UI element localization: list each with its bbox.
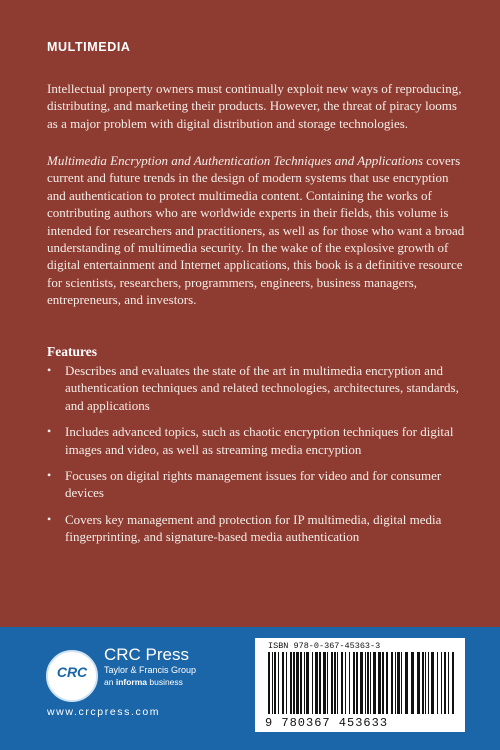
bullet-icon: • <box>47 424 52 439</box>
barcode-number: 9 780367 453633 <box>265 716 389 730</box>
description-body: covers current and future trends in the design of modern systems that use encryption and authentication to protect multimedia content. Containing the works of contributing authors who are worldwide experts in their fields, this volume is intended for researchers and practitioners, as well as for those who want a broad understanding of multimedia security. In the wake of the explosive growth of digital entertainment and Internet applications, this book is a definitive resource for scientists, researchers, programmers, engineers, business managers, entrepreneurs, and investors. <box>47 153 465 308</box>
features-heading: Features <box>47 344 97 359</box>
feature-item: • Focuses on digital rights management issues for video and for consumer devices <box>47 468 442 501</box>
barcode-icon <box>268 652 458 714</box>
publisher-business: an informa business <box>104 677 183 687</box>
publisher-name: CRC Press <box>104 645 190 664</box>
feature-item: • Covers key management and protection for IP multimedia, digital media fingerprinting, and signature-based media authentication <box>47 511 442 545</box>
crc-logo-text: CRC <box>56 664 88 680</box>
bullet-icon: • <box>47 511 52 526</box>
intro-paragraph: Intellectual property owners must continually exploit new ways of reproducing, distributing, and marketing their products. However, the threat of piracy looms as a major problem with digital distribution and storage technologies. <box>47 81 462 131</box>
features-list <box>47 362 467 555</box>
description-paragraph <box>47 152 467 309</box>
category-label: MULTIMEDIA <box>47 40 131 54</box>
book-title: Multimedia Encryption and Authentication Techniques and Applications <box>47 153 424 168</box>
publisher-group: Taylor & Francis Group <box>104 665 197 675</box>
bullet-icon: • <box>47 468 52 483</box>
feature-item: • Includes advanced topics, such as chaotic encryption techniques for digital images and video, as well as streaming media encryption <box>47 424 454 457</box>
feature-item: • Describes and evaluates the state of the art in multimedia encryption and authentication techniques and related technologies, architectures, standards, and applications <box>47 363 459 413</box>
isbn-label: ISBN 978-0-367-45363-3 <box>268 641 381 651</box>
bullet-icon: • <box>47 363 52 377</box>
publisher-url[interactable]: www.crcpress.com <box>47 706 161 718</box>
